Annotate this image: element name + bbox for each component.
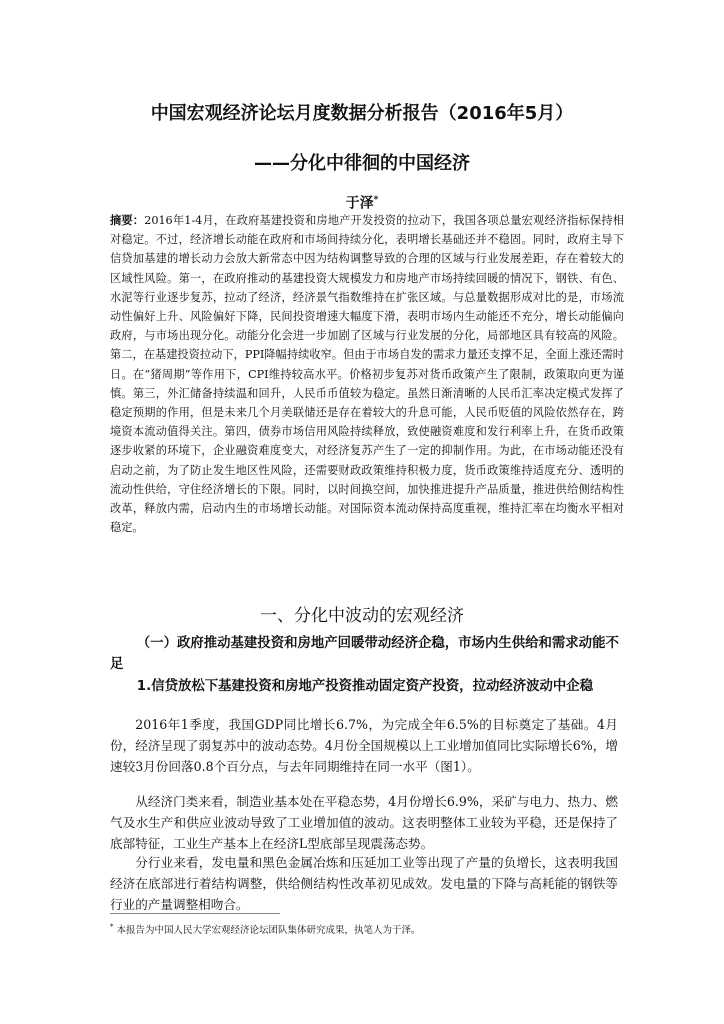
- report-title: 中国宏观经济论坛月度数据分析报告（2016年5月）: [150, 103, 574, 124]
- abstract: [110, 211, 624, 537]
- subsection-heading: （一）政府推动基建投资和房地产回暖带动经济企稳，市场内生供给和需求动能不足: [110, 636, 619, 672]
- footnote-divider: [110, 913, 280, 914]
- author-name: 于泽: [345, 195, 374, 212]
- author-footnote-mark: *: [373, 195, 379, 205]
- report-subtitle: ——分化中徘徊的中国经济: [254, 153, 470, 174]
- body-paragraph: 2016年1季度，我国GDP同比增长6.7%，为完成全年6.5%的目标奠定了基础。4月份，经济呈现了弱复苏中的波动态势。4月份全国规模以上工业增加值同比实际增长6%，增速较3月份回落0.8个百分点，与去年同期维持在同一水平（图1）。: [110, 717, 618, 774]
- body-paragraph: 分行业来看，发电量和黑色金属冶炼和压延加工业等出现了产量的负增长，这表明我国经济在底部进行着结构调整，供给侧结构性改革初见成效。发电量的下降与高耗能的钢铁等行业的产量调整相吻合。: [110, 855, 618, 912]
- abstract-label: 摘要：: [110, 214, 145, 227]
- section-heading: 一、分化中波动的宏观经济: [260, 606, 464, 626]
- footnote-text: 本报告为中国人民大学宏观经济论坛团队集体研究成果，执笔人为于泽。: [116, 925, 421, 937]
- subsubsection-heading: 1.信贷放松下基建投资和房地产投资推动固定资产投资，拉动经济波动中企稳: [136, 679, 594, 694]
- body-paragraph: 从经济门类来看，制造业基本处在平稳态势，4月份增长6.9%，采矿与电力、热力、燃气及水生产和供应业波动导致了工业增加值的波动。这表明整体工业较为平稳，还是保持了底部特征，工业生产基本上在经济L型底部呈现震荡态势。: [110, 794, 618, 851]
- abstract-text: 2016年1-4月，在政府基建投资和房地产开发投资的拉动下，我国各项总量宏观经济指标保持相对稳定。不过，经济增长动能在政府和市场间持续分化，表明增长基础还并不稳固。同时，政府主导下信贷加基建的增长动力会放大新常态中因为结构调整导致的合理的区域与行业发展差距，存在着较大的区域性风险。第一，在政府推动的基建投资大规模发力和房地产市场持续回暖的情况下，钢铁、有色、水泥等行业逐步复苏，拉动了经济，经济景气指数维持在扩张区域。与总量数据形成对比的是，市场流动性偏好上升、风险偏好下降，民间投资增速大幅度下滑，表明市场内生动能还不充分，增长动能偏向政府，与市场出现分化。动能分化会进一步加剧了区域与行业发展的分化，局部地区具有较高的风险。第二，在基建投资拉动下，PPI降幅持续收窄。但由于市场自发的需求力量还支撑不足，全面上涨还需时日。在“猪周期”等作用下，CPI维持较高水平。价格初步复苏对货币政策产生了限制，政策取向更为谨慎。第三，外汇储备持续温和回升，人民币币值较为稳定。虽然日渐清晰的人民币汇率决定模式发挥了稳定预期的作用，但是未来几个月美联储还是存在着较大的升息可能，人民币贬值的风险依然存在，跨境资本流动值得关注。第四，债券市场信用风险持续释放，致使融资难度和发行利率上升，在货币政策逐步收紧的环境下，企业融资难度变大，对经济复苏产生了一定的抑制作用。为此，在市场动能还没有启动之前，为了防止发生地区性风险，还需要财政政策维持积极力度，货币政策维持适度充分、透明的流动性供给，守住经济增长的下限。同时，以时间换空间，加快推进提升产品质量，推进供给侧结构性改革，释放内需，启动内生的市场增长动能。对国际资本流动保持高度重视，维持汇率在均衡水平相对稳定。: [110, 214, 624, 535]
- footnote-mark: *: [110, 923, 114, 931]
- footnote: [110, 920, 620, 938]
